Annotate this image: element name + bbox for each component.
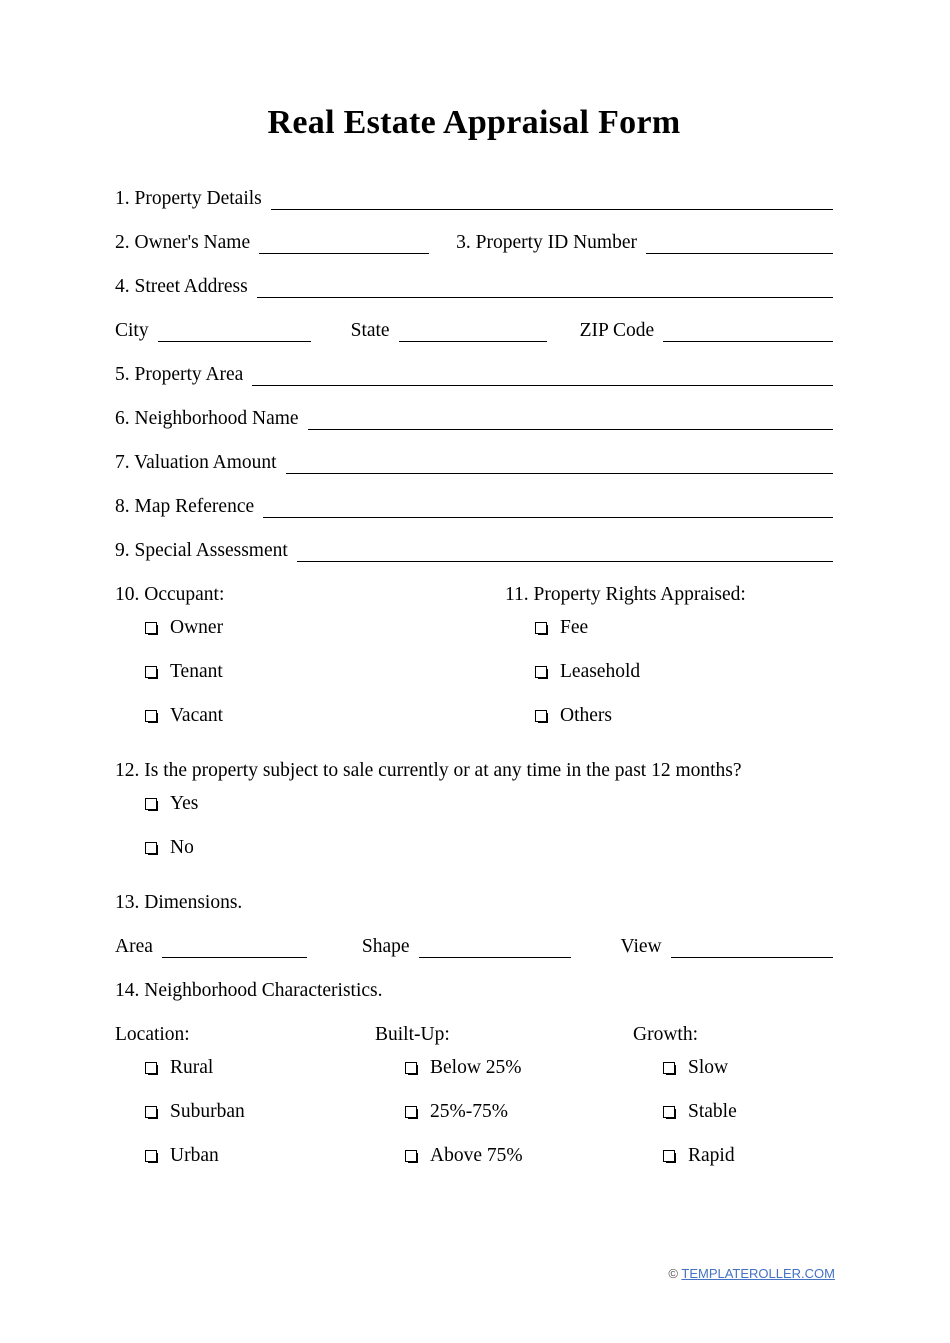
valuation-amount-input-line[interactable] <box>286 450 833 474</box>
special-assessment-label: 9. Special Assessment <box>115 540 288 561</box>
checkbox-icon <box>145 1062 157 1074</box>
sale-question-heading: 12. Is the property subject to sale currently or at any time in the past 12 months? <box>115 760 742 781</box>
property-details-label: 1. Property Details <box>115 188 262 209</box>
built-up-column <box>375 1002 633 1178</box>
checkbox-label: Above 75% <box>430 1145 523 1166</box>
row-neighborhood-heading <box>115 958 833 1002</box>
area-label: Area <box>115 936 153 957</box>
built-up-heading: Built-Up: <box>375 1024 450 1045</box>
map-reference-input-line[interactable] <box>263 494 833 518</box>
checkbox-icon <box>663 1062 675 1074</box>
state-input-line[interactable] <box>399 318 547 342</box>
area-input-line[interactable] <box>162 934 307 958</box>
checkbox-label: Fee <box>560 617 589 638</box>
street-address-label: 4. Street Address <box>115 276 248 297</box>
checkbox-icon <box>145 666 157 678</box>
neighborhood-characteristics-heading: 14. Neighborhood Characteristics. <box>115 980 383 1001</box>
checkbox-label: Owner <box>170 617 224 638</box>
checkbox-icon <box>405 1062 417 1074</box>
checkbox-vacant[interactable] <box>115 694 505 738</box>
checkbox-stable[interactable] <box>633 1090 833 1134</box>
checkbox-label: Leasehold <box>560 661 641 682</box>
checkbox-rapid[interactable] <box>633 1134 833 1178</box>
map-reference-label: 8. Map Reference <box>115 496 255 517</box>
row-property-area <box>115 342 833 386</box>
row-valuation-amount <box>115 430 833 474</box>
checkbox-above-75[interactable] <box>375 1134 633 1178</box>
row-city-state-zip <box>115 298 833 342</box>
checkbox-label: Below 25% <box>430 1057 522 1078</box>
property-rights-heading: 11. Property Rights Appraised: <box>505 584 746 605</box>
state-label: State <box>350 320 390 341</box>
checkbox-label: Urban <box>170 1145 219 1166</box>
location-heading-row <box>115 1002 375 1046</box>
checkbox-icon <box>535 666 547 678</box>
checkbox-label: Rural <box>170 1057 214 1078</box>
checkbox-icon <box>145 798 157 810</box>
checkbox-icon <box>145 710 157 722</box>
checkbox-label: Slow <box>688 1057 729 1078</box>
checkbox-icon <box>663 1106 675 1118</box>
page-title: Real Estate Appraisal Form <box>267 104 681 141</box>
growth-column <box>633 1002 833 1178</box>
occupant-heading: 10. Occupant: <box>115 584 225 605</box>
property-area-label: 5. Property Area <box>115 364 244 385</box>
templateroller-link[interactable]: TEMPLATEROLLER.COM <box>681 1266 835 1281</box>
row-area-shape-view <box>115 914 833 958</box>
checkbox-below-25[interactable] <box>375 1046 633 1090</box>
property-id-input-line[interactable] <box>646 230 833 254</box>
checkbox-owner[interactable] <box>115 606 505 650</box>
section-neighborhood-characteristics <box>115 1002 833 1178</box>
checkbox-icon <box>145 1150 157 1162</box>
checkbox-label: Others <box>560 705 612 726</box>
zip-code-label: ZIP Code <box>579 320 655 341</box>
section-occupant-and-rights <box>115 562 833 738</box>
growth-heading: Growth: <box>633 1024 698 1045</box>
property-rights-column <box>505 562 833 738</box>
copyright-symbol: © <box>668 1266 678 1281</box>
street-address-input-line[interactable] <box>257 274 833 298</box>
row-sale-question <box>115 738 833 782</box>
property-details-input-line[interactable] <box>271 186 833 210</box>
checkbox-no[interactable] <box>115 826 833 870</box>
checkbox-icon <box>145 1106 157 1118</box>
row-neighborhood-name <box>115 386 833 430</box>
checkbox-icon <box>145 842 157 854</box>
checkbox-label: Tenant <box>170 661 223 682</box>
checkbox-label: Yes <box>170 793 199 814</box>
checkbox-icon <box>145 622 157 634</box>
special-assessment-input-line[interactable] <box>297 538 833 562</box>
location-column <box>115 1002 375 1178</box>
row-map-reference <box>115 474 833 518</box>
row-dimensions-heading <box>115 870 833 914</box>
owners-name-input-line[interactable] <box>259 230 429 254</box>
checkbox-label: 25%-75% <box>430 1101 508 1122</box>
city-label: City <box>115 320 149 341</box>
checkbox-icon <box>405 1106 417 1118</box>
checkbox-icon <box>663 1150 675 1162</box>
checkbox-label: Suburban <box>170 1101 245 1122</box>
checkbox-tenant[interactable] <box>115 650 505 694</box>
checkbox-rural[interactable] <box>115 1046 375 1090</box>
zip-code-input-line[interactable] <box>663 318 833 342</box>
checkbox-slow[interactable] <box>633 1046 833 1090</box>
dimensions-heading: 13. Dimensions. <box>115 892 243 913</box>
checkbox-urban[interactable] <box>115 1134 375 1178</box>
occupant-heading-row <box>115 562 505 606</box>
checkbox-yes[interactable] <box>115 782 833 826</box>
property-rights-heading-row <box>505 562 833 606</box>
checkbox-label: Stable <box>688 1101 737 1122</box>
valuation-amount-label: 7. Valuation Amount <box>115 452 277 473</box>
checkbox-25-75[interactable] <box>375 1090 633 1134</box>
checkbox-icon <box>535 622 547 634</box>
shape-label: Shape <box>361 936 410 957</box>
occupant-column <box>115 562 505 738</box>
checkbox-suburban[interactable] <box>115 1090 375 1134</box>
row-owner-and-id <box>115 210 833 254</box>
checkbox-label: Rapid <box>688 1145 735 1166</box>
property-area-input-line[interactable] <box>252 362 833 386</box>
property-id-label: 3. Property ID Number <box>456 232 637 253</box>
checkbox-fee[interactable] <box>505 606 833 650</box>
row-special-assessment <box>115 518 833 562</box>
checkbox-label: Vacant <box>170 705 224 726</box>
view-input-line[interactable] <box>671 934 833 958</box>
checkbox-leasehold[interactable] <box>505 650 833 694</box>
footer <box>668 1266 835 1281</box>
checkbox-others[interactable] <box>505 694 833 738</box>
checkbox-icon <box>535 710 547 722</box>
city-input-line[interactable] <box>158 318 311 342</box>
checkbox-icon <box>405 1150 417 1162</box>
checkbox-label: No <box>170 837 194 858</box>
view-label: View <box>620 936 662 957</box>
location-heading: Location: <box>115 1024 190 1045</box>
row-property-details <box>115 166 833 210</box>
built-up-heading-row <box>375 1002 633 1046</box>
neighborhood-name-label: 6. Neighborhood Name <box>115 408 299 429</box>
neighborhood-name-input-line[interactable] <box>308 406 833 430</box>
row-street-address <box>115 254 833 298</box>
shape-input-line[interactable] <box>419 934 571 958</box>
growth-heading-row <box>633 1002 833 1046</box>
owners-name-label: 2. Owner's Name <box>115 232 251 253</box>
